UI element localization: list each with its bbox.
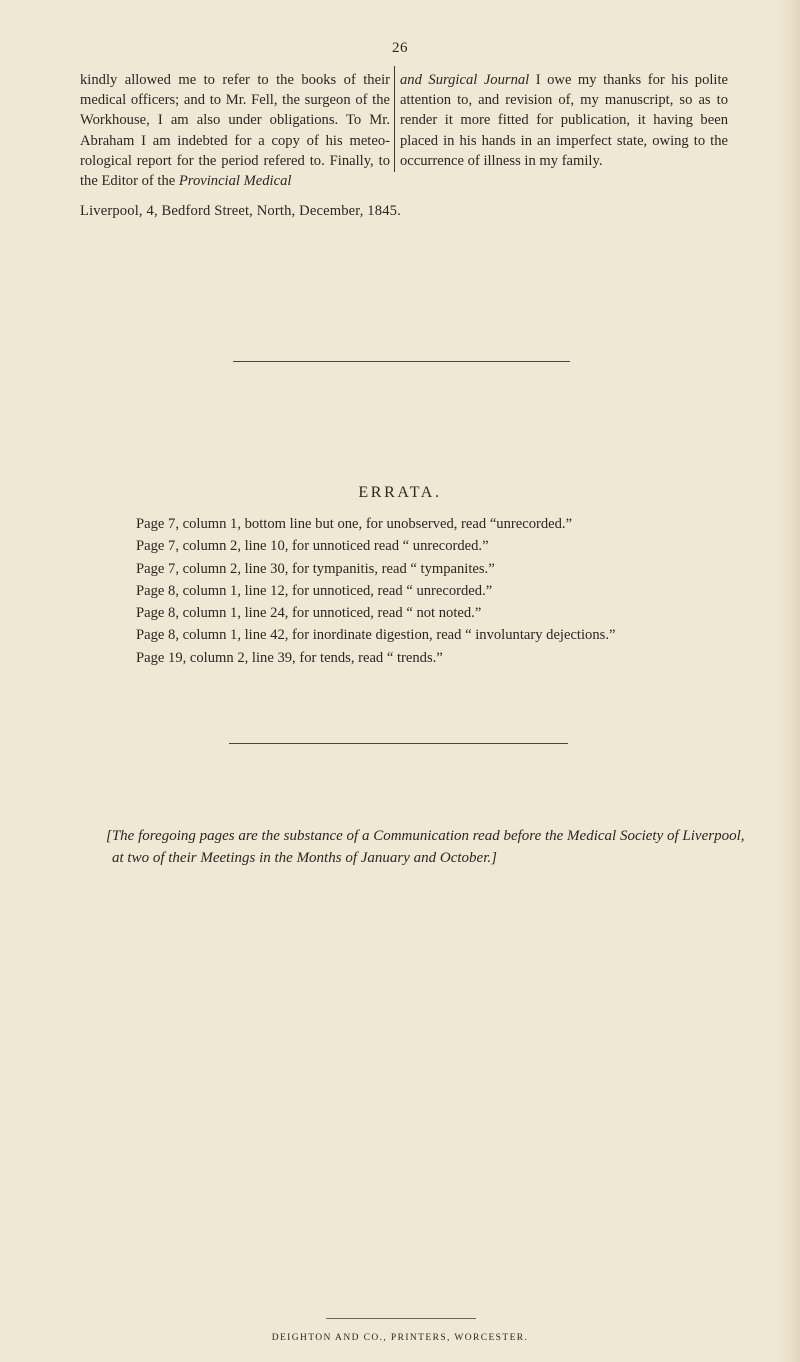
journal-title-part-1: Provincial Medical: [178, 173, 292, 190]
errata-item: Page 8, column 1, line 12, for unnoticed, read “ unrecorded.”: [136, 582, 493, 599]
left-column: [80, 70, 390, 191]
page-number: 26: [392, 40, 408, 56]
section-divider-top: [233, 361, 570, 362]
imprint-divider: [326, 1318, 476, 1319]
left-column-text: kindly allowed me to refer to the books of their medical officers; and to Mr. Fell, the surgeon of the Workhouse, I am also under obligations. To Mr. Abraham I am indebted for a copy of his meteo-rological report for the period refered to. Finally, to the Editor of the: [80, 72, 390, 190]
errata-item: Page 7, column 2, line 30, for tympanitis, read “ tympanites.”: [136, 560, 495, 577]
journal-title-part-2: and Surgical Journal: [400, 72, 530, 88]
section-divider-bottom: [229, 743, 568, 744]
errata-title: ERRATA.: [358, 484, 442, 501]
footnote-line-1: [The foregoing pages are the substance of a Communication read before the Medical Society of Liverpool,: [106, 828, 745, 844]
errata-item: Page 7, column 2, line 10, for unnoticed read “ unrecorded.”: [136, 538, 489, 555]
footnote: [106, 826, 746, 869]
errata-list: [136, 513, 776, 669]
right-column: [400, 70, 728, 171]
printer-imprint: DEIGHTON AND CO., PRINTERS, WORCESTER.: [271, 1333, 529, 1343]
left-column-paragraph: [80, 70, 390, 191]
right-column-paragraph: [400, 70, 728, 171]
errata-item: Page 8, column 1, line 24, for unnoticed, read “ not noted.”: [136, 605, 482, 622]
errata-item: Page 7, column 1, bottom line but one, for unobserved, read “unrecorded.”: [136, 516, 573, 532]
column-divider: [394, 66, 395, 172]
signoff-address-date: Liverpool, 4, Bedford Street, North, December, 1845.: [80, 203, 401, 219]
right-column-text: I owe my thanks for his polite attention to, and revision of, my manuscript, so as to render it more fitted for publication, it having been placed in his hands in an imperfect state, owing to the occurrence of illness in my family.: [400, 72, 729, 169]
page-edge-shadow: [778, 0, 800, 1362]
errata-item: Page 19, column 2, line 39, for tends, read “ trends.”: [136, 649, 443, 666]
errata-item: Page 8, column 1, line 42, for inordinate digestion, read “ involuntary dejections.”: [136, 627, 616, 644]
footnote-line-2: at two of their Meetings in the Months of January and October.]: [112, 849, 497, 866]
